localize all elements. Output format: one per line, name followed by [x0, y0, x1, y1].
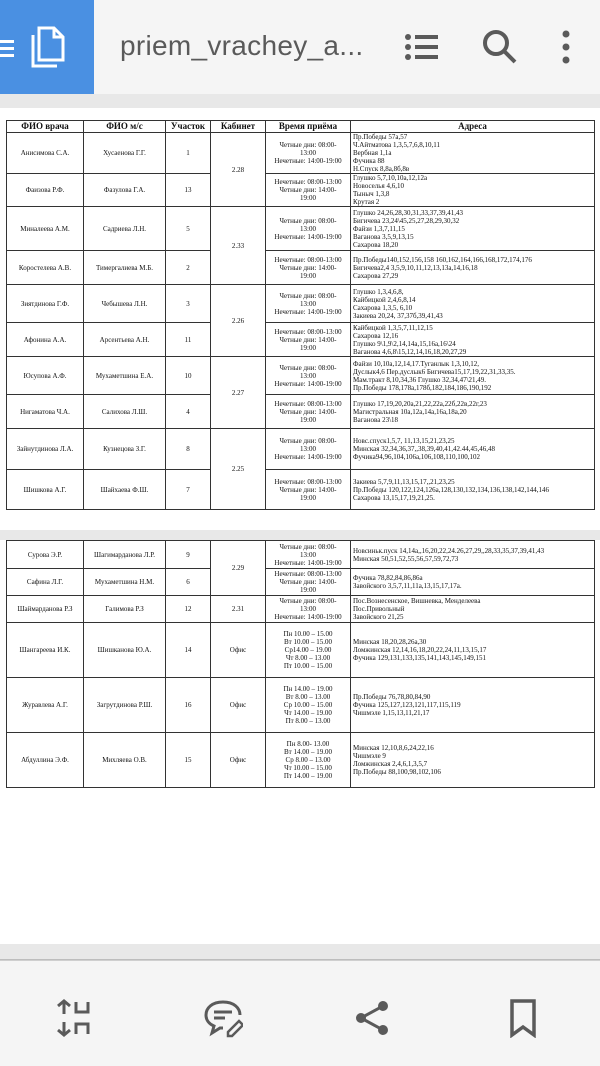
reception-time-line: 19:00: [300, 586, 316, 594]
reception-time: [266, 541, 351, 569]
addresses-line: Мам.тракт 8,10,34,36 Глушко 32,34,47\21,49.: [353, 375, 487, 384]
reception-time-line: Нечетные: 14:00-19:00: [274, 558, 342, 567]
reception-time: [266, 207, 351, 251]
addresses-line: Новс.спуск1,5,7, 11,13,15,21,23,25: [353, 437, 455, 445]
reception-time-line: 13:00: [300, 605, 316, 613]
addresses-line: Пр.Победы 57а,57: [353, 133, 408, 141]
table-row: [7, 395, 595, 429]
nurse-name: Тимергалиева М.Б.: [84, 251, 166, 285]
more-vertical-icon[interactable]: [546, 27, 586, 67]
addresses-line: Новоселья 4,6,10: [353, 182, 404, 190]
addresses-line: Завойского 3,5,7,11,11а,13,15,17,17а.: [353, 582, 462, 590]
district-number: 7: [166, 470, 211, 510]
document-icon: [30, 26, 66, 68]
reception-time-line: Нечетные: 08:00-13:00: [274, 477, 342, 486]
doctor-name: Фаизова Р.Ф.: [7, 174, 84, 207]
addresses-line: Глушко 9\1,9\2,14,14а,15,16а,16\24: [353, 339, 456, 348]
reception-time-line: Ср 10.00 – 15.00: [283, 701, 333, 709]
reception-time-line: Нечетные: 14:00-19:00: [274, 613, 342, 621]
district-number: 9: [166, 541, 211, 569]
addresses: [351, 733, 595, 788]
cabinet-number: Офис: [211, 623, 266, 678]
reception-time-line: Четные дни: 14:00-: [279, 186, 337, 194]
cabinet-number: 2.27: [211, 357, 266, 429]
nurse-name: Хусаенова Г.Г.: [84, 133, 166, 174]
cabinet-number: 2.28: [211, 133, 266, 207]
reception-time-line: 13:00: [300, 224, 316, 233]
cabinet-number: 2.25: [211, 429, 266, 510]
addresses-line: Ч.Айтматова 1,3,5,7,6,8,10,11: [353, 141, 440, 149]
district-number: 15: [166, 733, 211, 788]
reception-time: [266, 357, 351, 395]
doctor-name: Шаймарданова Р.З: [7, 596, 84, 623]
addresses-line: Глушко 1,3,4,6,8,: [353, 287, 404, 296]
reception-time: [266, 323, 351, 357]
district-number: 14: [166, 623, 211, 678]
district-number: 10: [166, 357, 211, 395]
addresses-line: Пос.Привольный: [353, 605, 405, 613]
doctor-name: Шишкова А.Г.: [7, 470, 84, 510]
reception-time-line: Четные дни: 08:00-: [279, 216, 337, 225]
doctor-name: Шангареева И.К.: [7, 623, 84, 678]
reception-time-line: Вт 14.00 – 19.00: [284, 748, 332, 756]
nurse-name: Шишканова Ю.А.: [84, 623, 166, 678]
fit-page-icon[interactable]: [54, 998, 94, 1038]
district-number: 16: [166, 678, 211, 733]
doctor-name: Зайнутдинова Л.А.: [7, 429, 84, 470]
district-number: 4: [166, 395, 211, 429]
addresses: [351, 623, 595, 678]
table-row: [7, 357, 595, 395]
addresses-line: Кайбицкой 1,3,5,7,11,12,15: [353, 323, 433, 332]
reception-time: [266, 470, 351, 510]
table-row: [7, 285, 595, 323]
reception-time-line: Нечетные: 14:00-19:00: [274, 157, 342, 165]
doctor-name: Коростелева А.В.: [7, 251, 84, 285]
search-icon[interactable]: [480, 27, 520, 67]
reception-time-line: Нечетные: 14:00-19:00: [274, 232, 342, 241]
addresses-line: Минская 32,34,36,37,,38,39,40,41,42.44,45,46,48: [353, 445, 495, 453]
reception-time-line: Четные дни: 08:00-: [279, 363, 337, 372]
top-app-bar: [0, 0, 600, 95]
district-number: 8: [166, 429, 211, 470]
reception-time-line: Четные дни: 08:00-: [279, 437, 337, 445]
cabinet-number: Офис: [211, 733, 266, 788]
reception-time-line: Нечетные: 14:00-19:00: [274, 379, 342, 388]
comment-icon[interactable]: [203, 998, 243, 1038]
district-number: 11: [166, 323, 211, 357]
cabinet-number: 2.26: [211, 285, 266, 357]
addresses-line: Чишмэле 1,15,13,11,21,17: [353, 709, 430, 717]
nurse-name: Михляева О.В.: [84, 733, 166, 788]
addresses-line: Ломжинская 2,4,6,1,3,5,7: [353, 760, 428, 768]
addresses-line: Ломжинская 12,14,16,18,20,22,24,11,13,15,17: [353, 646, 487, 654]
addresses-line: Сахарова 1,3,5, 6,10: [353, 303, 413, 312]
reception-time-line: 19:00: [300, 194, 316, 202]
reception-time-line: Нечетные: 14:00-19:00: [274, 453, 342, 461]
reception-time-line: 13:00: [300, 550, 316, 559]
reception-time-line: 13:00: [300, 149, 316, 157]
addresses-line: Фучика 129,131,133,135,141,143,145,149,151: [353, 654, 486, 662]
nurse-name: Салихова Л.Ш.: [84, 395, 166, 429]
reception-time-line: Нечетные: 08:00-13:00: [274, 570, 342, 578]
reception-time: [266, 133, 351, 174]
district-number: 6: [166, 569, 211, 596]
reception-time-line: Чт 10.00 – 15.00: [284, 764, 332, 772]
reception-time: [266, 623, 351, 678]
reception-time-line: Ср 8.00 – 13.00: [285, 756, 331, 764]
district-number: 5: [166, 207, 211, 251]
table-row: [7, 541, 595, 569]
nurse-name: Мухаметшина Е.А.: [84, 357, 166, 395]
addresses-line: Магистральная 10а,12а,14а,16а,18а,20: [353, 407, 467, 416]
addresses-line: Ваганова 23\18: [353, 415, 399, 424]
addresses: [351, 395, 595, 429]
reception-time-line: Четные дни: 14:00-: [279, 263, 337, 272]
addresses-line: Пос.Вознесенское, Вишневка, Менделеева: [353, 597, 481, 605]
doctor-name: Сафина Л.Г.: [7, 569, 84, 596]
reception-time: [266, 596, 351, 623]
doctor-name: Афонина А.А.: [7, 323, 84, 357]
reception-time-line: Нечетные: 08:00-13:00: [274, 327, 342, 336]
addresses-line: Пр.Победы 120,122,124,126а,128,130,132,134,136,138,142,144,146: [353, 485, 549, 494]
reception-time: [266, 395, 351, 429]
hamburger-menu-icon: [0, 38, 16, 58]
addresses: [351, 569, 595, 596]
addresses: [351, 174, 595, 207]
nurse-name: Арсентьева А.Н.: [84, 323, 166, 357]
addresses-line: Ваганова 4,6,8\15,12,14,16,18,20,27,29: [353, 347, 467, 356]
addresses-line: Новсиньк.пуск 14,14а,,16,20,22,24.26,27,29,,28,33,35,37,39,41,43: [353, 546, 545, 555]
doctors-table-1: [6, 120, 595, 510]
reception-time-line: Пн 14.00 – 19.00: [283, 685, 333, 693]
reception-time-line: Пт 14.00 – 19.00: [283, 772, 333, 780]
reception-time-line: Вт 8.00 – 13.00: [285, 693, 331, 701]
reception-time: [266, 678, 351, 733]
doctor-name: Юсупова А.Ф.: [7, 357, 84, 395]
table-row: [7, 323, 595, 357]
nurse-name: Загрутдинова Р.Ш.: [84, 678, 166, 733]
reception-time-line: 13:00: [300, 299, 316, 308]
addresses: [351, 285, 595, 323]
reception-time-line: Вт 10.00 – 15.00: [284, 638, 332, 646]
addresses-line: Фучика 88: [353, 157, 385, 165]
district-number: 3: [166, 285, 211, 323]
reception-time: [266, 251, 351, 285]
doctor-name: Миналеева А.М.: [7, 207, 84, 251]
nurse-name: Фазулова Г.А.: [84, 174, 166, 207]
addresses: [351, 133, 595, 174]
addresses-line: Завойского 21,25: [353, 613, 404, 621]
reception-time-line: 13:00: [300, 371, 316, 380]
addresses-line: Ваганова 3,5,9,13,15: [353, 232, 414, 241]
reception-time-line: Нечетные: 14:00-19:00: [274, 307, 342, 316]
bookmark-icon[interactable]: [503, 998, 543, 1038]
nurse-name: Шагимарданова Л.Р.: [84, 541, 166, 569]
cabinet-number: 2.33: [211, 207, 266, 285]
reception-time-line: 19:00: [300, 493, 316, 502]
reception-time: [266, 429, 351, 470]
addresses-line: Сахарова 12,16: [353, 331, 399, 340]
table-row: [7, 174, 595, 207]
cabinet-number: 2.29: [211, 541, 266, 596]
list-icon[interactable]: [402, 27, 442, 67]
reception-time-line: Четные дни: 14:00-: [279, 578, 337, 586]
reception-time-line: Нечетные: 08:00-13:00: [274, 399, 342, 408]
addresses-line: Фучика 78,82,84,86,86а: [353, 574, 423, 582]
nurse-name: Чебышева Л.Н.: [84, 285, 166, 323]
doctor-name: Сурова Э.Р.: [7, 541, 84, 569]
reception-time-line: Четные дни: 14:00-: [279, 407, 337, 416]
reception-time: [266, 569, 351, 596]
nurse-name: Мухаметшина Н.М.: [84, 569, 166, 596]
table-row: [7, 207, 595, 251]
addresses: [351, 541, 595, 569]
addresses-line: Фучика94,96,104,106а,106,108,110,100,102: [353, 453, 481, 461]
addresses-line: Закиева 5,7,9,11,13,15,17,,21,23,25: [353, 477, 455, 486]
header-district: Участок: [166, 121, 211, 133]
addresses: [351, 251, 595, 285]
nurse-name: Шайхаева Ф.Ш.: [84, 470, 166, 510]
reception-time-line: Пн 8.00- 13.00: [286, 740, 330, 748]
nurse-name: Кузнецова З.Г.: [84, 429, 166, 470]
doctor-name: Нигаматова Ч.А.: [7, 395, 84, 429]
doctors-table-2: [6, 540, 595, 788]
addresses-line: Бигичева2,4 3,5,9,10,11,12,13,13а,14,16,18: [353, 263, 478, 272]
reception-time-line: 19:00: [300, 415, 316, 424]
header-nurse: ФИО м/с: [84, 121, 166, 133]
addresses: [351, 678, 595, 733]
addresses-line: Кайбицкой 2,4,6,8,14: [353, 295, 416, 304]
addresses: [351, 596, 595, 623]
addresses-line: Сахарова 18,20: [353, 240, 399, 249]
nurse-name: Садриева Л.Н.: [84, 207, 166, 251]
district-number: 2: [166, 251, 211, 285]
addresses-line: Пр.Победы 178,178а,178б,182,184,186,190,192: [353, 383, 492, 392]
table-row: [7, 429, 595, 470]
table-row: [7, 470, 595, 510]
reception-time-line: Ср14.00 – 19.00: [284, 646, 332, 654]
reception-time-line: Пт 10.00 – 15.00: [283, 662, 333, 670]
addresses-line: Дуслык4,6 Пер.дуслык6 Бигичева15,17,19,22,31,33,35.: [353, 367, 516, 376]
table-row: [7, 251, 595, 285]
reception-time-line: Четные дни: 08:00-: [279, 542, 337, 551]
addresses-line: Фучика 125,127,123,121,117,115,119: [353, 701, 461, 709]
document-title: priem_vrachey_a...: [120, 30, 364, 61]
reception-time: [266, 174, 351, 207]
addresses-line: Пр.Победы140,152,156,158 160,162,164,166,168,172,174,176: [353, 255, 532, 264]
header-time: Время приёма: [266, 121, 351, 133]
addresses-line: Н.Спуск 8,8а,8б,8в: [353, 165, 410, 173]
addresses-line: Бигичева 23,24\45,25,27,28,29,30,32: [353, 216, 460, 225]
reception-time-line: 19:00: [300, 343, 316, 352]
table-row: [7, 133, 595, 174]
addresses-line: Пр.Победы 76,78,80,84,90: [353, 693, 431, 701]
addresses: [351, 323, 595, 357]
reception-time-line: Четные дни: 08:00-: [279, 597, 337, 605]
header-cabinet: Кабинет: [211, 121, 266, 133]
addresses-line: Закиева 20,24, 37,37б,39,41,43: [353, 311, 443, 320]
document-viewer[interactable]: [0, 94, 600, 959]
doctor-name: Зиятдинова Г.Ф.: [7, 285, 84, 323]
cabinet-number: 2.31: [211, 596, 266, 623]
table-row: [7, 596, 595, 623]
addresses: [351, 357, 595, 395]
addresses-line: Крутая 2: [353, 198, 380, 206]
district-number: 1: [166, 133, 211, 174]
addresses-line: Минская 50,51,52,55,56,57,59,72,73: [353, 554, 459, 563]
addresses-line: Файзи 1,3,7,11,15: [353, 224, 405, 233]
table-row: [7, 678, 595, 733]
addresses-line: Сахарова 27,29: [353, 271, 399, 280]
district-number: 12: [166, 596, 211, 623]
document-page-1: [0, 108, 600, 530]
addresses-line: Глушко 5,7,10,10а,12,12а: [353, 174, 428, 182]
addresses-line: Тыныч 1,3,8: [353, 190, 390, 198]
bottom-toolbar: [0, 960, 600, 1066]
doctor-name: Журавлева А.Г.: [7, 678, 84, 733]
cabinet-number: Офис: [211, 678, 266, 733]
menu-button[interactable]: [0, 0, 94, 94]
addresses: [351, 429, 595, 470]
document-page-2: [0, 540, 600, 944]
reception-time: [266, 285, 351, 323]
reception-time-line: 19:00: [300, 271, 316, 280]
addresses: [351, 207, 595, 251]
reception-time-line: Четные дни: 08:00-: [279, 291, 337, 300]
reception-time-line: Нечетные: 08:00-13:00: [274, 178, 342, 186]
share-icon[interactable]: [353, 998, 393, 1038]
district-number: 13: [166, 174, 211, 207]
reception-time: [266, 733, 351, 788]
addresses-line: Глушко 24,26,28,30,31,33,37,39,41,43: [353, 208, 463, 217]
addresses-line: Пр.Победы 88,100,98,102,106: [353, 768, 441, 776]
addresses-line: Минская 18,20,28,26а,30: [353, 638, 427, 646]
addresses-line: Файзи 10,10а,12,14,17.Туганлык 1,3,10,12,: [353, 359, 479, 368]
reception-time-line: Четные дни: 14:00-: [279, 335, 337, 344]
nurse-name: Галимова Р.З: [84, 596, 166, 623]
header-doctor: ФИО врача: [7, 121, 84, 133]
addresses-line: Минская 12,10,8,6,24,22,16: [353, 744, 434, 752]
reception-time-line: Пт 8.00 – 13.00: [285, 717, 331, 725]
addresses: [351, 470, 595, 510]
reception-time-line: Чт 14.00 – 19.00: [284, 709, 332, 717]
table-row: [7, 733, 595, 788]
table-row: [7, 623, 595, 678]
reception-time-line: Пн 10.00 – 15.00: [283, 630, 333, 638]
reception-time-line: 13:00: [300, 445, 316, 453]
reception-time-line: Нечетные: 08:00-13:00: [274, 255, 342, 264]
addresses-line: Глушко 17,19,20,20а,21,22,22а,22б,22в,22г,23: [353, 399, 487, 408]
reception-time-line: Четные дни: 08:00-: [279, 141, 337, 149]
addresses-line: Чишмэле 9: [353, 752, 386, 760]
addresses-line: Сахарова 13,15,17,19,21,25.: [353, 493, 435, 502]
header-addresses: Адреса: [351, 121, 595, 133]
addresses-line: Вербная 1,1а: [353, 149, 392, 157]
reception-time-line: Чт 8.00 – 13.00: [285, 654, 331, 662]
doctor-name: Анисимова С.А.: [7, 133, 84, 174]
doctor-name: Абдуллина Э.Ф.: [7, 733, 84, 788]
reception-time-line: Четные дни: 14:00-: [279, 485, 337, 494]
table-row: [7, 569, 595, 596]
